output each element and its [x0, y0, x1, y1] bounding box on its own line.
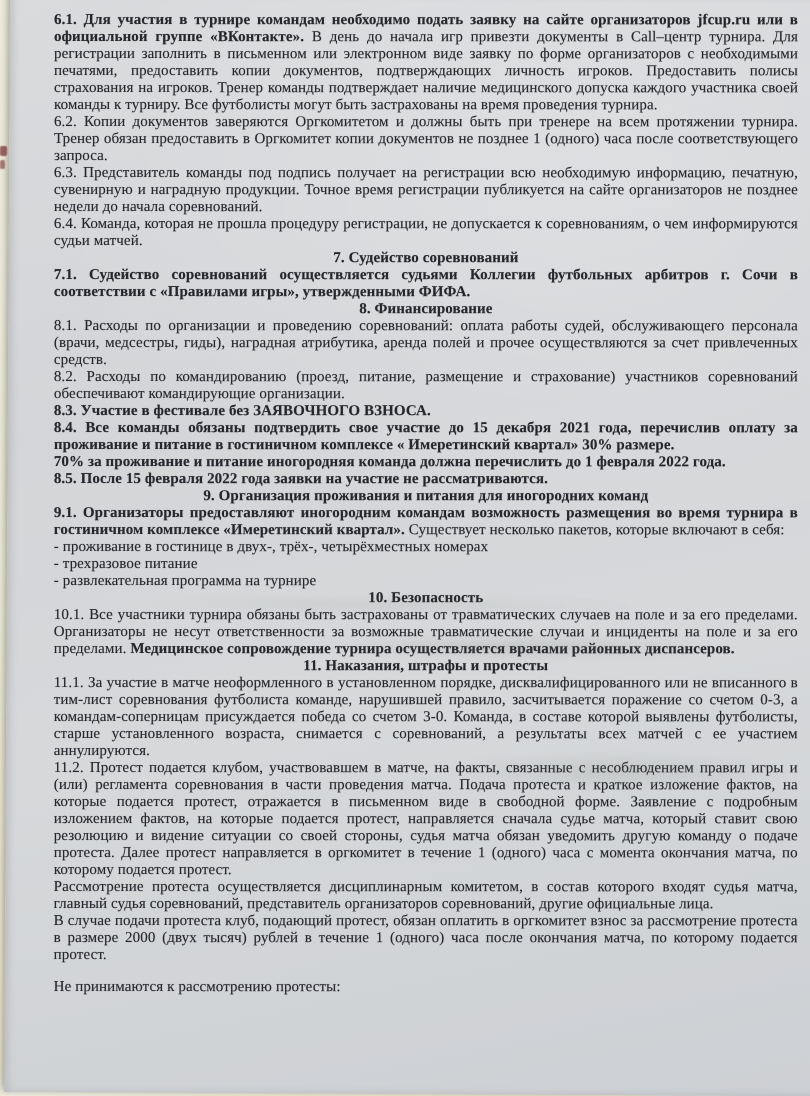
list-item-accommodation: - проживание в гостинице в двух-, трёх-, четырёхместных номерах [53, 539, 489, 556]
paragraph-9-1-regular: Существует несколько пакетов, которые включают в себя: [408, 522, 785, 539]
section-heading-11: 11. Наказания, штрафы и протесты [303, 658, 549, 675]
list-item-meals: - трехразовое питание [53, 556, 198, 573]
paragraph-6-4: 6.4. Команда, которая не прошла процедуру регистрации, не допускается к соревнованиям, о чем информируются судьи матчей. [53, 216, 798, 250]
red-ink-mark [0, 160, 5, 169]
paragraph-6-3: 6.3. Представитель команды под подпись получает на регистрации всю необходимую информацию, печатную, сувенирную и наградную продукции. Точное время регистрации публикуется на сайте организаторов не позднее недели до начала соревнований. [53, 165, 798, 216]
paragraph-7-1: 7.1. Судейство соревнований осуществляется судьями Коллегии футбольных арбитров г. Сочи в соответствии с «Правилами игры», утвержденными ФИФА. [53, 267, 798, 301]
paragraph-8-3: 8.3. Участие в фестивале без ЗАЯВОЧНОГО ВЗНОСА. [53, 403, 431, 420]
paragraph-11-1: 11.1. За участие в матче неоформленного в установленном порядке, дисквалифицированного или не вписанного в тим-лист соревнования футболиста команде, нарушившей правило, засчитывается поражение со счетом 0-3, а командам-соперницам присуждается победа со счетом 3-0. Команда, в составе которой выявлены футболисты, старше установленного возраста, снимается с соревнований, а результаты всех матчей с ее участием аннулируются. [53, 675, 798, 760]
paragraph-11-2: 11.2. Протест подается клубом, участвовавшем в матче, на факты, связанные с несоблюдением правил игры и (или) регламента соревнования в части проведения матча. Подача протеста и краткое изложение фактов, на которые подается протест, отражается в письменном виде в свободной форме. Заявление с подробным изложением фактов, на которые подается протест, направляется сначала судье матча, который ставит свою резолюцию и видение ситуации со своей стороны, судья матча обязан уведомить другую команду о подаче протеста. Далее протест направляется в оргкомитет в течение 1 (одного) часа с момента окончания матча, по которому подается протест. [53, 760, 798, 879]
section-heading-9: 9. Организация проживания и питания для иногородних команд [203, 488, 649, 505]
paragraph-8-1: 8.1. Расходы по организации и проведению соревнований: оплата работы судей, обслуживающего персонала (врачи, медсестры, гиды), наградная атрибутика, аренда полей и прочее осуществляются за счет привлеченных средств. [53, 318, 798, 369]
paragraph-protest-review: Рассмотрение протеста осуществляется дисциплинарным комитетом, в состав которого входят судья матча, главный судья соревнований, представитель организаторов соревнований, другие официальные лица. [53, 879, 798, 913]
paragraph-protests-not-accepted: Не принимаются к рассмотрению протесты: [53, 979, 341, 996]
paragraph-8-5: 8.5. После 15 февраля 2022 года заявки на участие не рассматриваются. [53, 471, 548, 488]
paragraph-8-4: 8.4. Все команды обязаны подтвердить свое участие до 15 декабря 2021 года, перечислив оплату за проживание и питание в гостиничном комплексе « Имеретинский квартал» 30% размере. [53, 420, 798, 454]
paragraph-10-1-regular: 10.1. Все участники турнира обязаны быть застрахованы от травматических случаев на поле и за его пределами. Организаторы не несут ответственности за возможные травматические случаи и инциденты на поле и за его пределами. [53, 607, 798, 658]
section-heading-7: 7. Судейство соревнований [333, 250, 519, 267]
paragraph-8-70-percent: 70% за проживание и питание иногородняя команда должна перечислить до 1 февраля 2022 года. [53, 454, 726, 471]
paragraph-6-2: 6.2. Копии документов заверяются Оргкомитетом и должны быть при тренере на всем протяжении турнира. Тренер обязан предоставить в Оргкомитет копии документов не позднее 1 (одного) часа после соответствующего запроса. [53, 114, 798, 165]
paragraph-9-1-bold: 9.1. Организаторы предоставляют иногородним командам возможность размещения во время турнира в гостиничном комплексе «Имеретинский квартал». [53, 505, 798, 539]
red-ink-mark [0, 146, 7, 156]
section-heading-10: 10. Безопасность [368, 590, 484, 607]
paragraph-6-1-bold: 6.1. Для участия в турнире командам необходимо подать заявку на сайте организаторов jfcup.ru или в официальной группе «ВКонтакте». [53, 12, 798, 46]
paragraph-8-2: 8.2. Расходы по командированию (проезд, питание, размещение и страхование) участников соревнований обеспечивают командирующие организации. [53, 369, 798, 403]
list-item-entertainment: - развлекательная программа на турнире [53, 573, 317, 590]
paragraph-10-1 [54, 607, 798, 658]
section-heading-8: 8. Финансирование [359, 301, 493, 318]
paragraph-6-1-regular: В день до начала игр привезти документы в Call–центр турнира. Для регистрации заполнить в письменном или электронном виде заявку по форме организаторов с необходимыми печатями, предоставить копии документов, подтверждающих личность игроков. Предоставить полисы страхования на игроков. Тренер команды подтверждает наличие медицинского допуска каждого участника своей команды к турниру. Все футболисты могут быть застрахованы на время проведения турнира. [53, 29, 798, 114]
paragraph-10-1-bold: Медицинское сопровождение турнира осуществляется врачами районных диспансеров. [130, 641, 735, 658]
document-content [10, 0, 810, 996]
paragraph-9-1 [54, 505, 798, 539]
document-page [4, 0, 810, 1096]
paragraph-6-1 [54, 12, 798, 114]
paragraph-protest-fee: В случае подачи протеста клуб, подающий протест, обязан оплатить в оргкомитет взнос за рассмотрение протеста в размере 2000 (двух тысяч) рублей в течение 1 (одного) часа после окончания матча, по которому подается протест. [53, 913, 798, 964]
